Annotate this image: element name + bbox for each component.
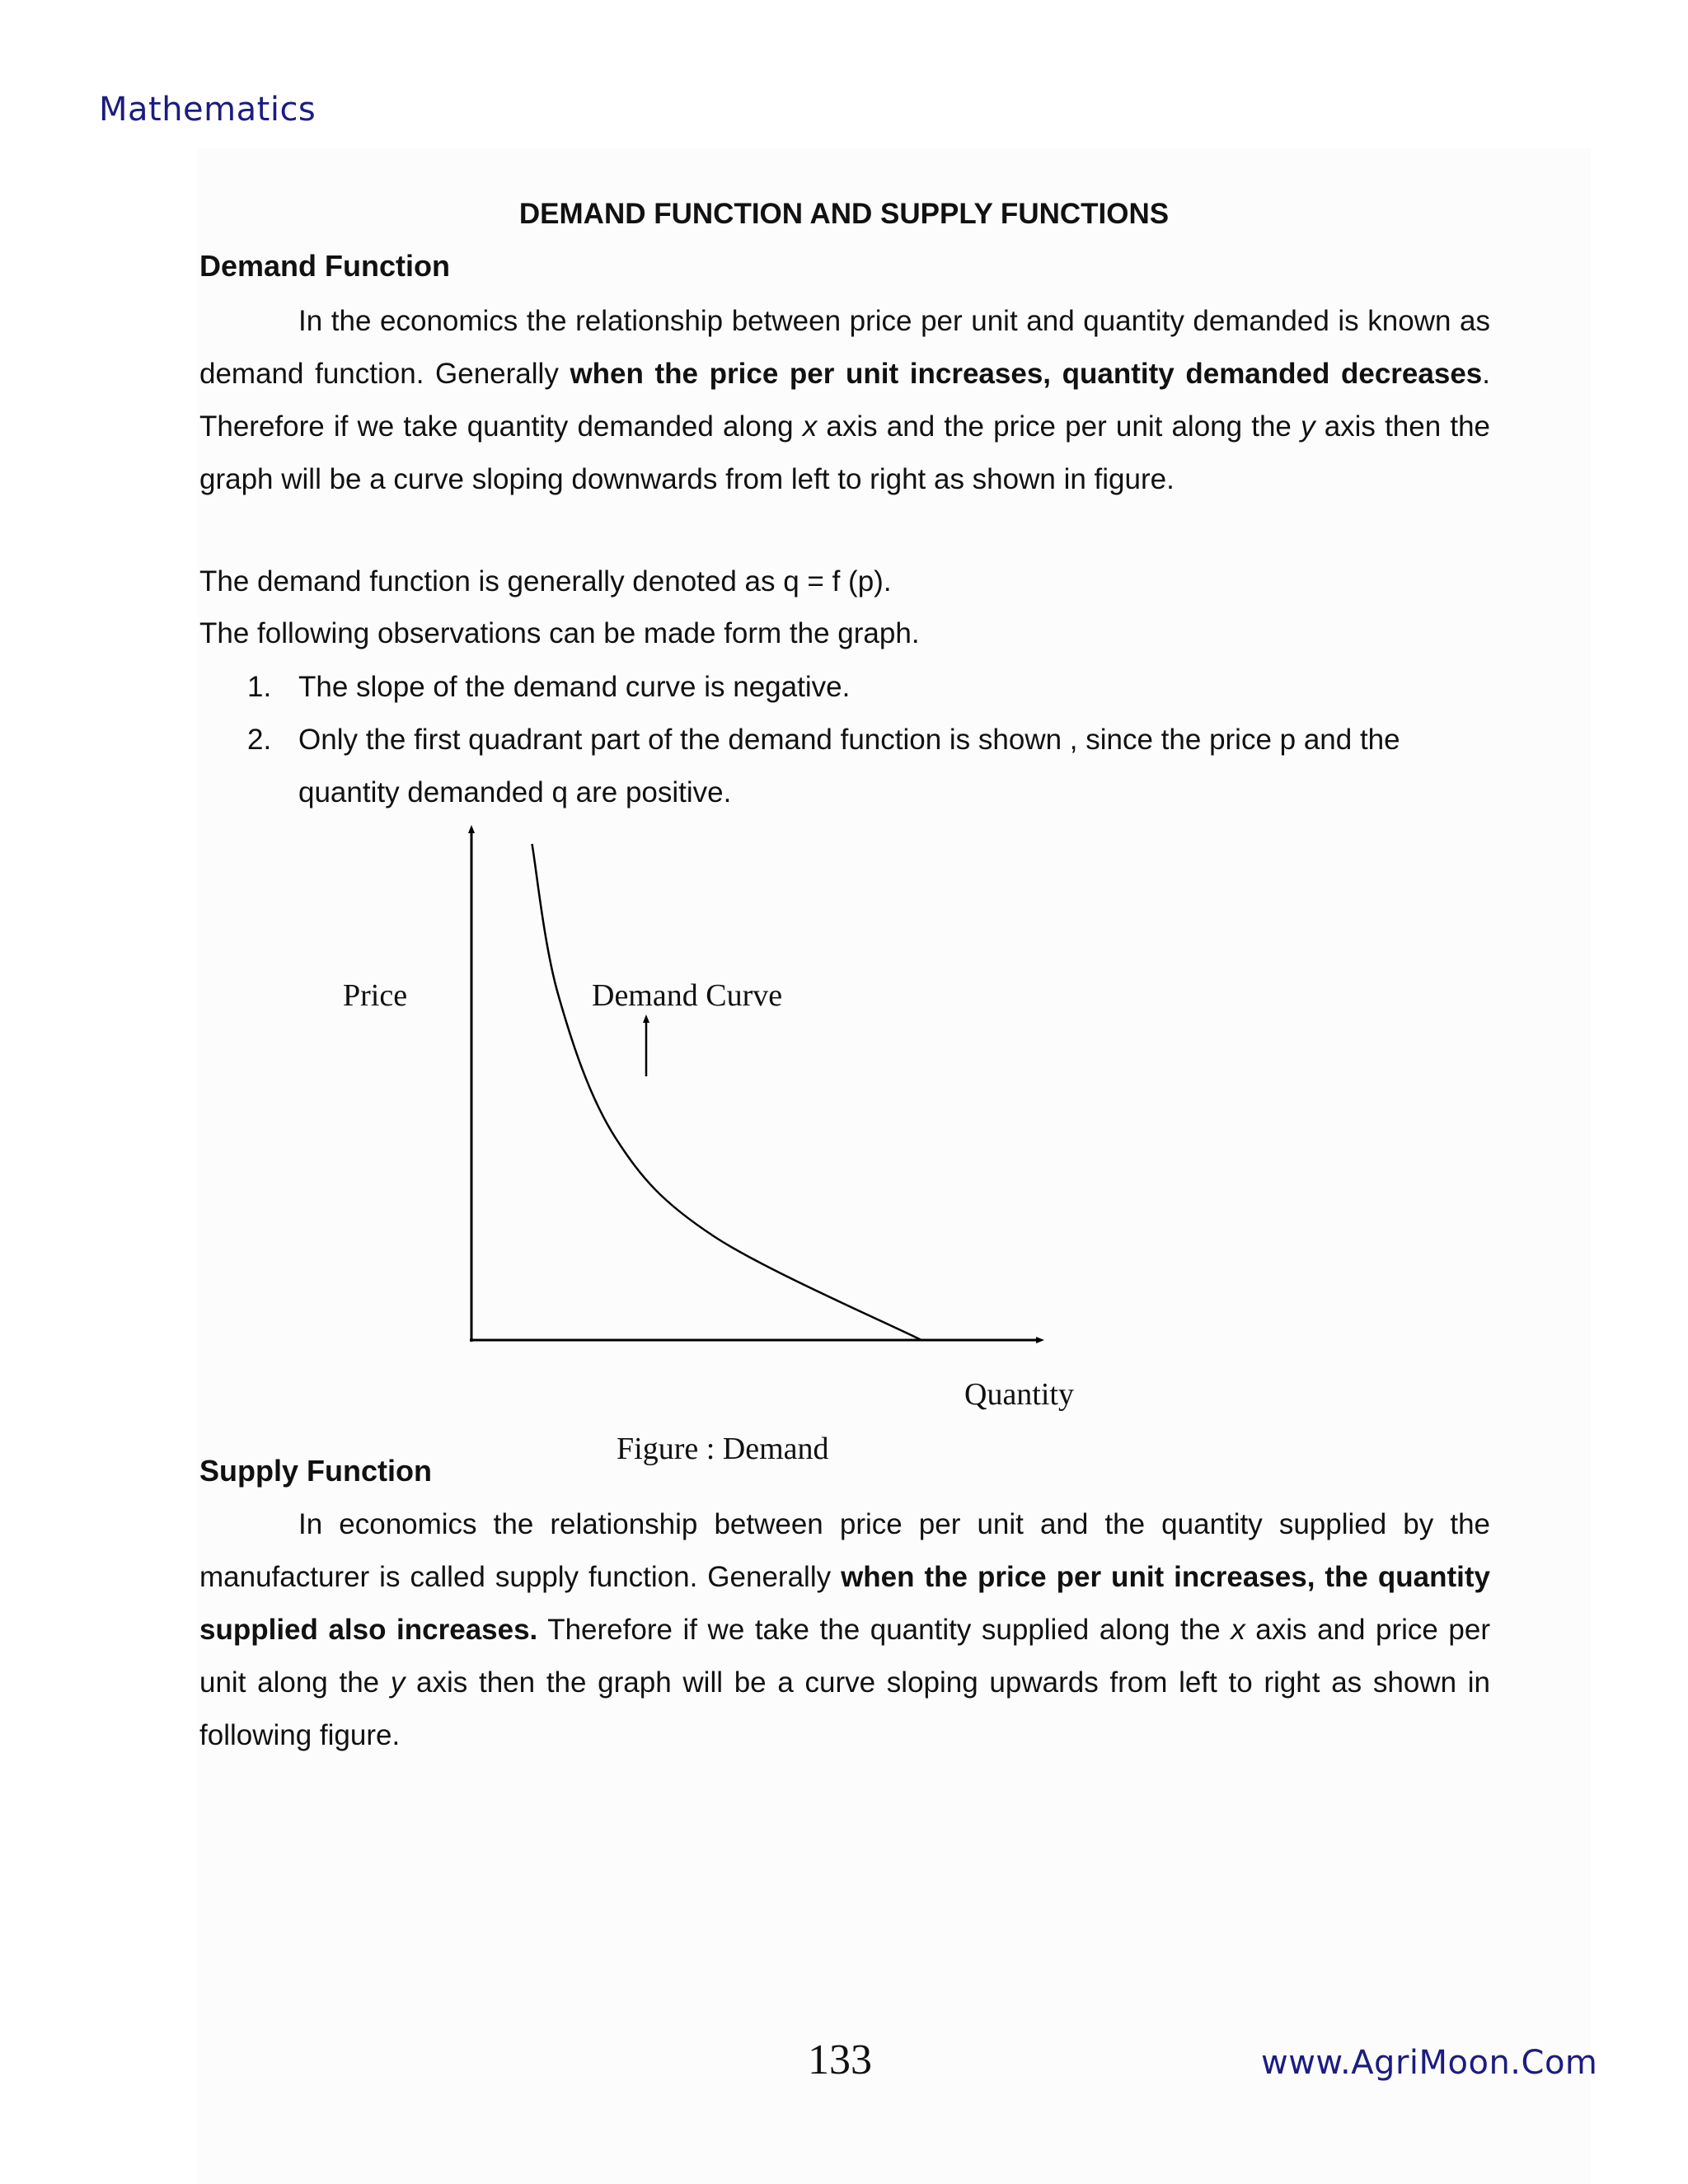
curve-annotation: Demand Curve <box>592 978 783 1013</box>
header-title: Mathematics <box>99 91 316 129</box>
page-number: 133 <box>808 2036 872 2083</box>
list-number: 2. <box>247 724 272 756</box>
observations-intro: The following observations can be made form the graph. <box>199 617 920 649</box>
list-number: 1. <box>247 671 272 703</box>
list-text: The slope of the demand curve is negative. <box>298 671 851 703</box>
supply-function-heading: Supply Function <box>199 1454 432 1488</box>
list-text: Only the first quadrant part of the demand function is shown , since the price p and the quantity demanded q are positive. <box>298 724 1400 808</box>
document-title: DEMAND FUNCTION AND SUPPLY FUNCTIONS <box>518 198 1170 230</box>
y-axis-label: Price <box>343 978 408 1013</box>
demand-paragraph: In the economics the relationship between price per unit and quantity demanded is known as demand function. Generally when the price per unit increases, quantity demanded decreases. Therefore if we take quantity demanded along x axis and the price per unit along the y axis then the graph will be a curve sloping downwards from left to right as shown in figure. <box>199 305 1490 495</box>
footer-website[interactable]: www.AgriMoon.Com <box>1261 2044 1598 2082</box>
demand-notation: The demand function is generally denoted as q = f (p). <box>199 565 892 598</box>
demand-function-heading: Demand Function <box>199 249 450 283</box>
demand-curve-line <box>532 844 922 1340</box>
supply-paragraph: In economics the relationship between price per unit and the quantity supplied by the manufacturer is called supply function. Generally when the price per unit increases, the quantity supplied also increases. Therefore if we take the quantity supplied along the x axis and price per unit along the y axis then the graph will be a curve sloping upwards from left to right as shown in following figure. <box>199 1508 1491 1751</box>
x-axis-label: Quantity <box>964 1377 1074 1412</box>
figure-caption: Figure : Demand <box>617 1432 829 1466</box>
